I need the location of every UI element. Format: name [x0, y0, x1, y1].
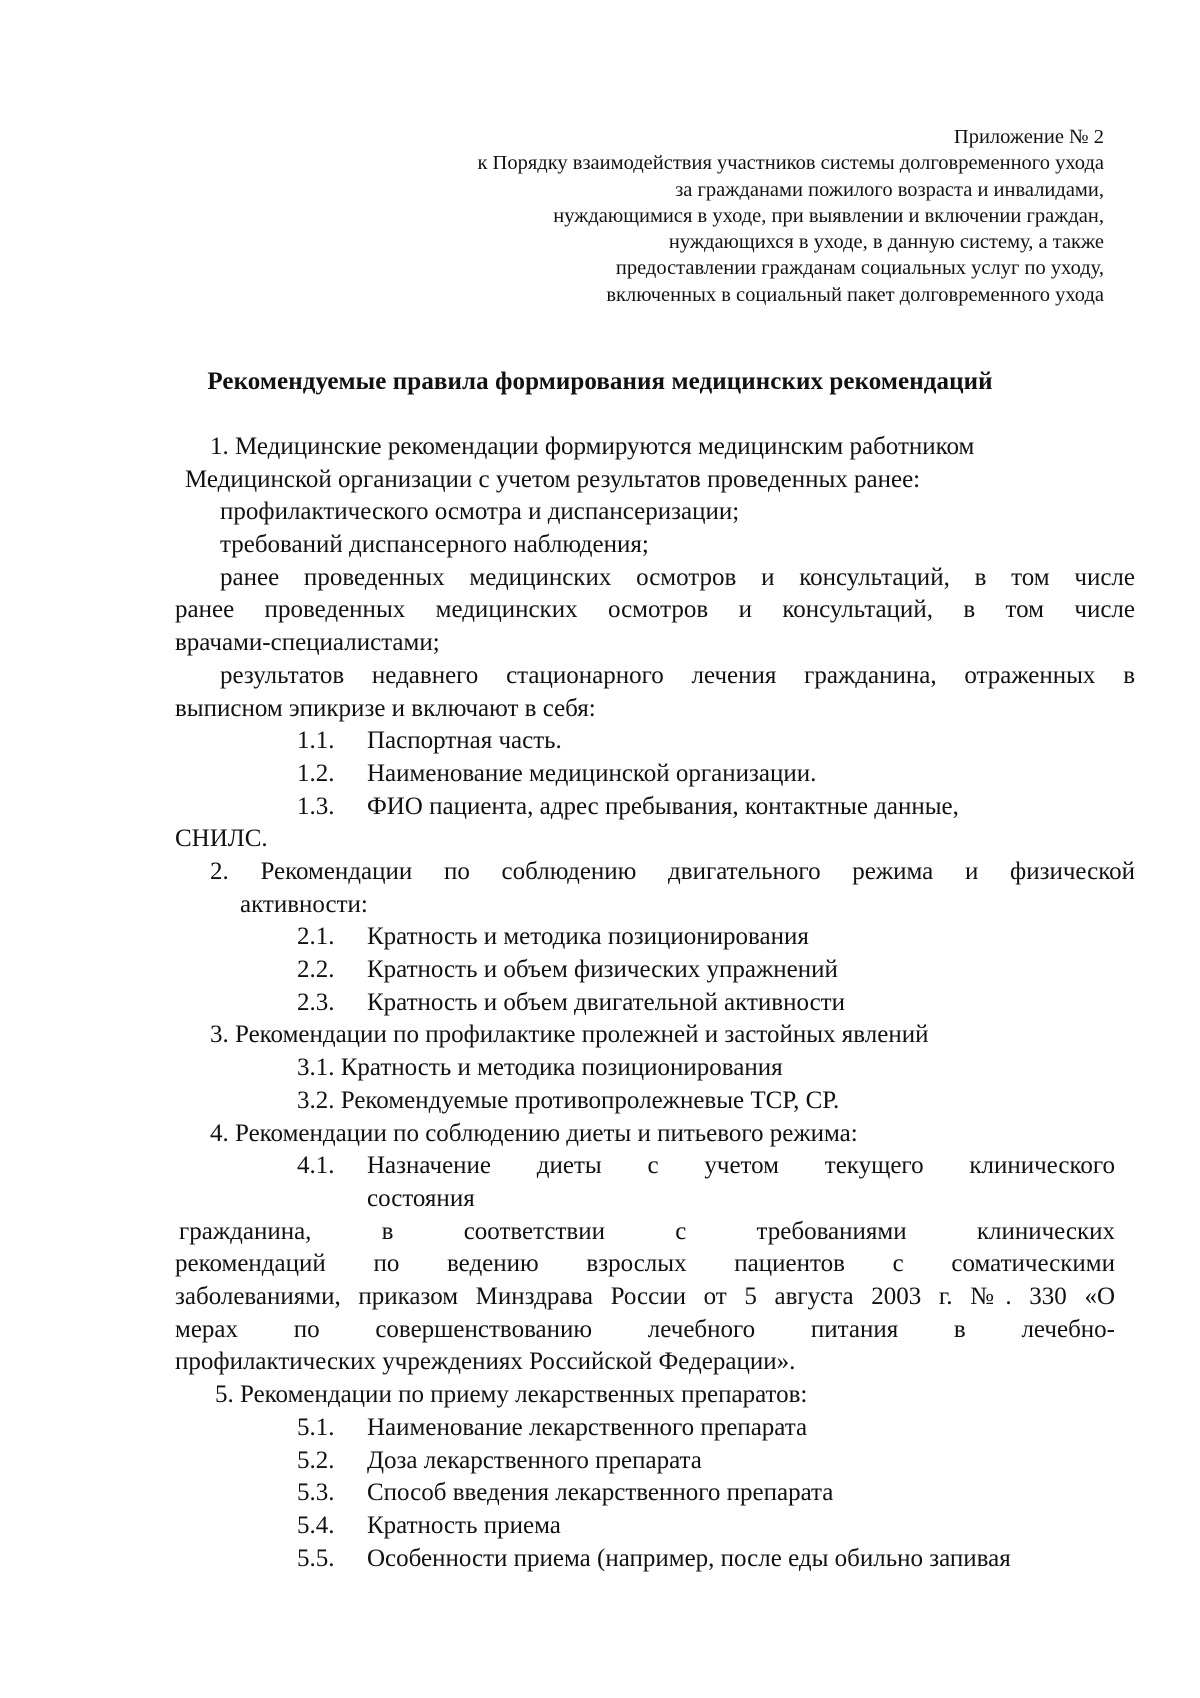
item-number: 5.5. [297, 1544, 335, 1572]
item-text: Способ введения лекарственного препарата [367, 1479, 834, 1507]
item-number: 2.1. [297, 923, 335, 951]
document-title: Рекомендуемые правила формирования медицинских рекомендаций [207, 368, 993, 395]
item-number: 5.1. [297, 1413, 335, 1441]
item-number: 2.3. [297, 988, 335, 1016]
item-text: 3.1. Кратность и методика позиционирования [297, 1054, 783, 1082]
section-5-heading: 5. Рекомендации по приему лекарственных препаратов: [215, 1381, 808, 1409]
section-1-line: врачами-специалистами; [175, 629, 440, 657]
section-1-line: выписном эпикризе и включают в себя: [175, 694, 596, 722]
document-body [175, 431, 1135, 1575]
section-2-line: активности: [240, 890, 368, 918]
item-text: Особенности приема (например, после еды обильно запивая [367, 1544, 1011, 1572]
header-line: нуждающихся в уходе, в данную систему, а также [668, 231, 1104, 254]
section-4-line: заболеваниями, приказом Минздрава России от 5 августа 2003 г. №. 330 «О [175, 1283, 1115, 1311]
header-line: Приложение № 2 [953, 126, 1104, 148]
item-number: 5.3. [297, 1479, 335, 1507]
item-text: 3.2. Рекомендуемые противопролежневые ТСР, СР. [297, 1086, 840, 1114]
section-1-line: требований диспансерного наблюдения; [220, 531, 649, 559]
list-item [175, 1150, 1135, 1215]
section-1-line: Медицинской организации с учетом результатов проведенных ранее: [185, 465, 921, 493]
list-item [175, 1052, 1135, 1085]
header-line: нуждающимися в уходе, при выявлении и включении граждан, [553, 204, 1104, 227]
item-number: 5.2. [297, 1446, 335, 1474]
section-1-line: результатов недавнего стационарного лечения гражданина, отраженных в [220, 661, 1135, 689]
item-text: Наименование лекарственного препарата [367, 1413, 808, 1441]
section-4-line: мерах по совершенствованию лечебного питания в лечебно- [175, 1315, 1115, 1343]
section-1-line: ранее проведенных медицинских осмотров и консультаций, в том числе [220, 563, 1135, 591]
section-1-line: СНИЛС. [175, 825, 268, 853]
section-4-heading: 4. Рекомендации по соблюдению диеты и питьевого режима: [210, 1119, 858, 1147]
list-item [175, 1543, 1135, 1576]
section-4-line: гражданина, в соответствии с требованиями клинических [179, 1217, 1115, 1245]
list-item [175, 921, 1135, 954]
item-text: Кратность и объем физических упражнений [367, 956, 838, 984]
item-text: Доза лекарственного препарата [367, 1446, 702, 1474]
section-4-paragraph [175, 1216, 1115, 1380]
section-1-line: ранее проведенных медицинских осмотров и консультаций, в том числе [175, 596, 1135, 624]
section-2-line: 2. Рекомендации по соблюдению двигательного режима и физической [210, 858, 1135, 886]
item-number: 5.4. [297, 1511, 335, 1539]
item-number: 2.2. [297, 956, 335, 984]
item-text: Кратность и методика позиционирования [367, 923, 809, 951]
section-1-paragraph [175, 660, 1135, 725]
header-line: предоставлении гражданам социальных услуг по уходу, [615, 257, 1104, 280]
item-text: Кратность приема [367, 1511, 561, 1539]
item-text: состояния [367, 1184, 475, 1212]
section-1-line: профилактического осмотра и диспансеризации; [220, 498, 740, 526]
list-item [175, 791, 1135, 824]
item-text: Наименование медицинской организации. [367, 759, 817, 787]
list-item [175, 725, 1135, 758]
section-1-paragraph [175, 562, 1135, 660]
item-text: Назначение диеты с учетом текущего клинического [367, 1152, 1115, 1180]
list-item [175, 1510, 1135, 1543]
item-number: 1.2. [297, 759, 335, 787]
header-line: за гражданами пожилого возраста и инвалидами, [675, 178, 1104, 201]
list-item [175, 1477, 1135, 1510]
item-number: 1.1. [297, 727, 335, 755]
section-4-line: рекомендаций по ведению взрослых пациентов с соматическими [175, 1250, 1115, 1278]
list-item [175, 954, 1135, 987]
list-item [175, 1412, 1135, 1445]
section-3-heading: 3. Рекомендации по профилактике пролежней и застойных явлений [210, 1021, 929, 1049]
item-text: Кратность и объем двигательной активности [367, 988, 845, 1016]
list-item [175, 987, 1135, 1020]
appendix-header [204, 124, 1104, 308]
list-item [175, 1085, 1135, 1118]
section-2-heading [175, 856, 1135, 921]
list-item [175, 758, 1135, 791]
item-text: Паспортная часть. [367, 727, 562, 755]
item-number: 4.1. [297, 1152, 335, 1180]
item-text: ФИО пациента, адрес пребывания, контактные данные, [367, 792, 959, 820]
header-line: включенных в социальный пакет долговременного ухода [606, 283, 1104, 306]
section-4-line: профилактических учреждениях Российской Федерации». [175, 1348, 796, 1376]
list-item [175, 1445, 1135, 1478]
section-1-heading: 1. Медицинские рекомендации формируются медицинским работником [210, 433, 975, 460]
item-number: 1.3. [297, 792, 335, 820]
header-line: к Порядку взаимодействия участников системы долговременного ухода [477, 152, 1104, 175]
